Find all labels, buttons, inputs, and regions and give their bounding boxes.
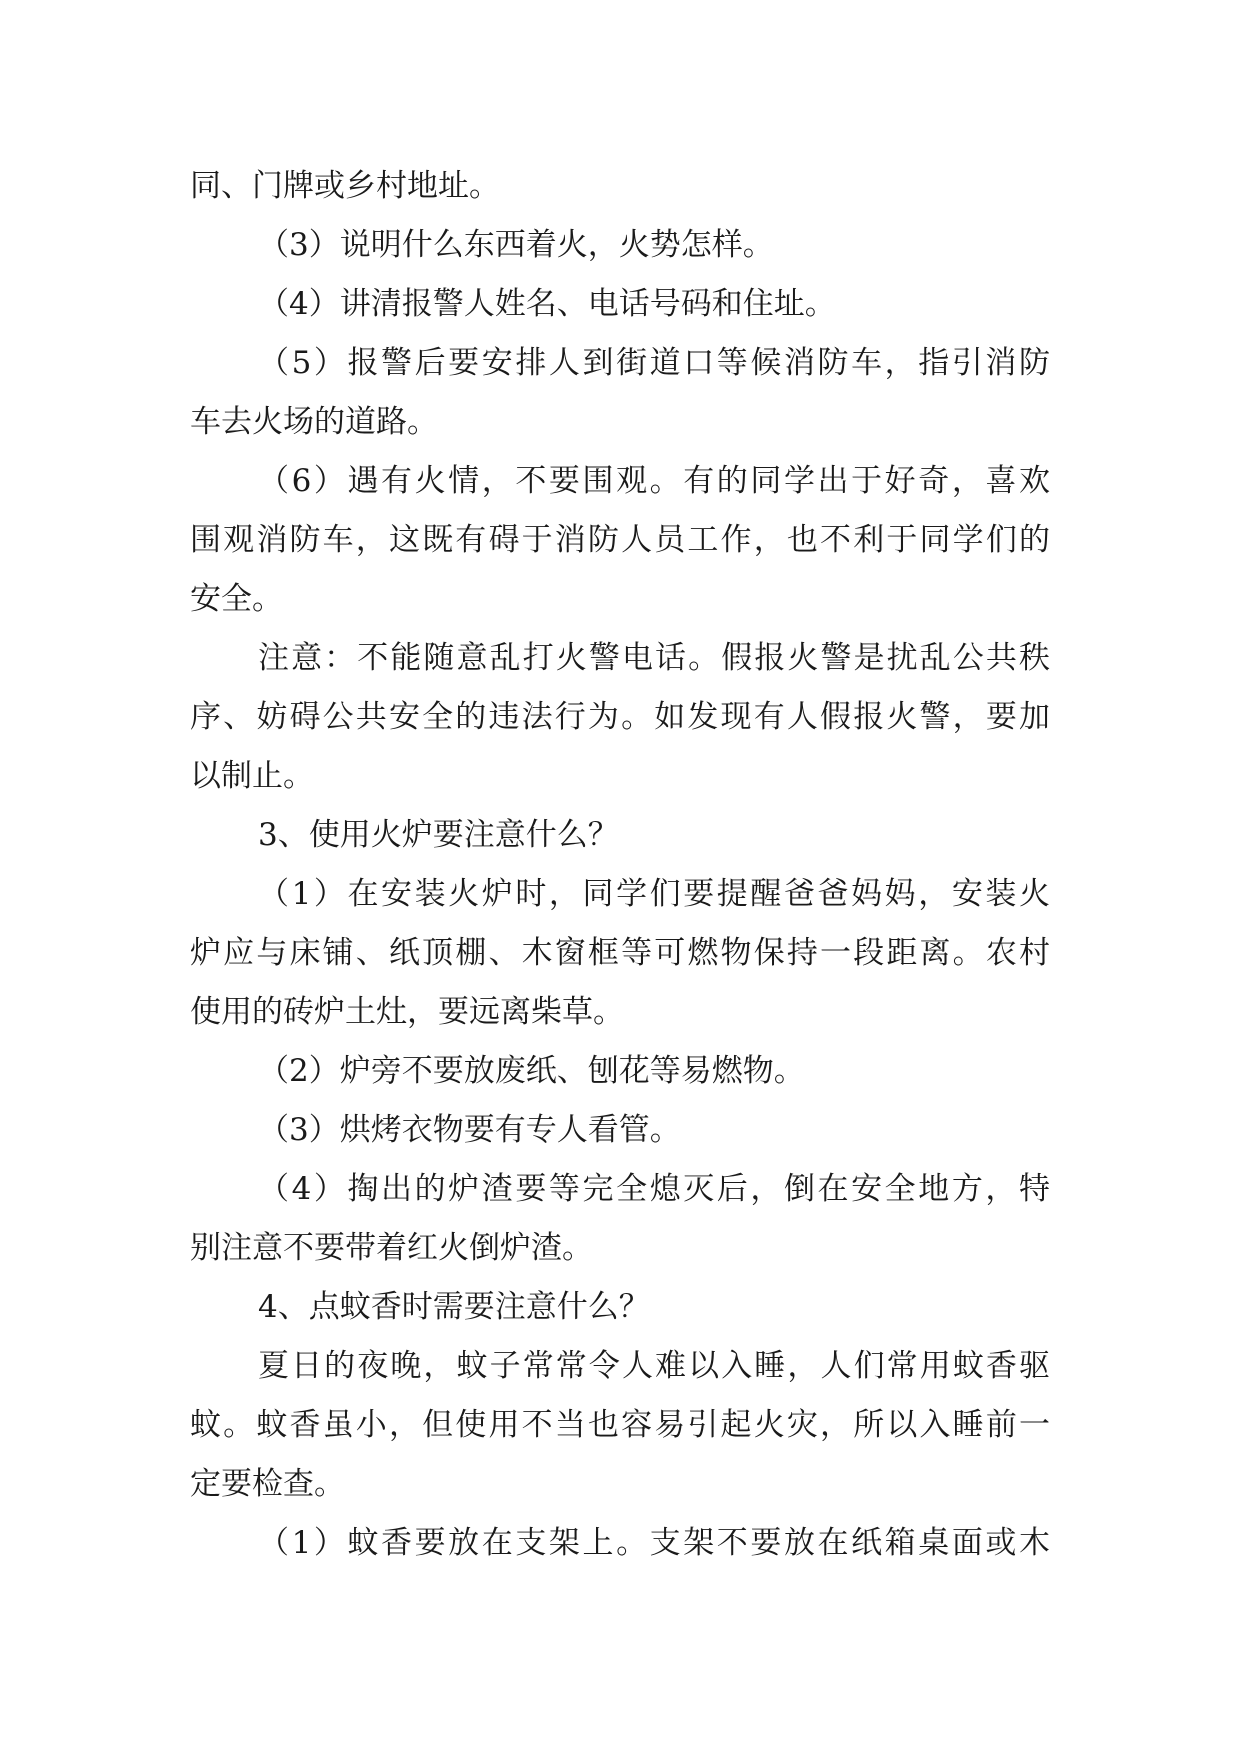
text-line: （4）讲清报警人姓名、电话号码和住址。	[258, 286, 836, 322]
text-line: 车去火场的道路。	[190, 404, 438, 440]
text-line: （5）报警后要安排人到街道口等候消防车，指引消防	[258, 345, 1050, 381]
text-line: （1）在安装火炉时，同学们要提醒爸爸妈妈，安装火	[258, 876, 1050, 912]
text-line: 夏日的夜晚，蚊子常常令人难以入睡，人们常用蚊香驱	[258, 1348, 1050, 1384]
text-line: 安全。	[190, 581, 283, 617]
text-line: 定要检查。	[190, 1466, 345, 1502]
text-line: 别注意不要带着红火倒炉渣。	[190, 1230, 593, 1266]
text-line: （2）炉旁不要放废纸、刨花等易燃物。	[258, 1053, 805, 1089]
section-heading: 4、点蚊香时需要注意什么？	[258, 1289, 650, 1325]
text-line: 序、妨碍公共安全的违法行为。如发现有人假报火警，要加	[190, 699, 1050, 735]
text-line: （3）烘烤衣物要有专人看管。	[258, 1112, 681, 1148]
text-line: 同、门牌或乡村地址。	[190, 168, 500, 204]
text-line: 以制止。	[190, 758, 314, 794]
text-line: 围观消防车，这既有碍于消防人员工作，也不利于同学们的	[190, 522, 1050, 558]
text-line: （6）遇有火情，不要围观。有的同学出于好奇，喜欢	[258, 463, 1050, 499]
text-line: 蚊。蚊香虽小，但使用不当也容易引起火灾，所以入睡前一	[190, 1407, 1050, 1443]
text-line: 注意：不能随意乱打火警电话。假报火警是扰乱公共秩	[258, 640, 1050, 676]
text-line: 使用的砖炉土灶，要远离柴草。	[190, 994, 624, 1030]
text-line: （4）掏出的炉渣要等完全熄灭后，倒在安全地方，特	[258, 1171, 1050, 1207]
section-heading: 3、使用火炉要注意什么？	[258, 817, 619, 853]
text-line: （1）蚊香要放在支架上。支架不要放在纸箱桌面或木	[258, 1525, 1050, 1561]
text-line: （3）说明什么东西着火，火势怎样。	[258, 227, 774, 263]
text-line: 炉应与床铺、纸顶棚、木窗框等可燃物保持一段距离。农村	[190, 935, 1050, 971]
